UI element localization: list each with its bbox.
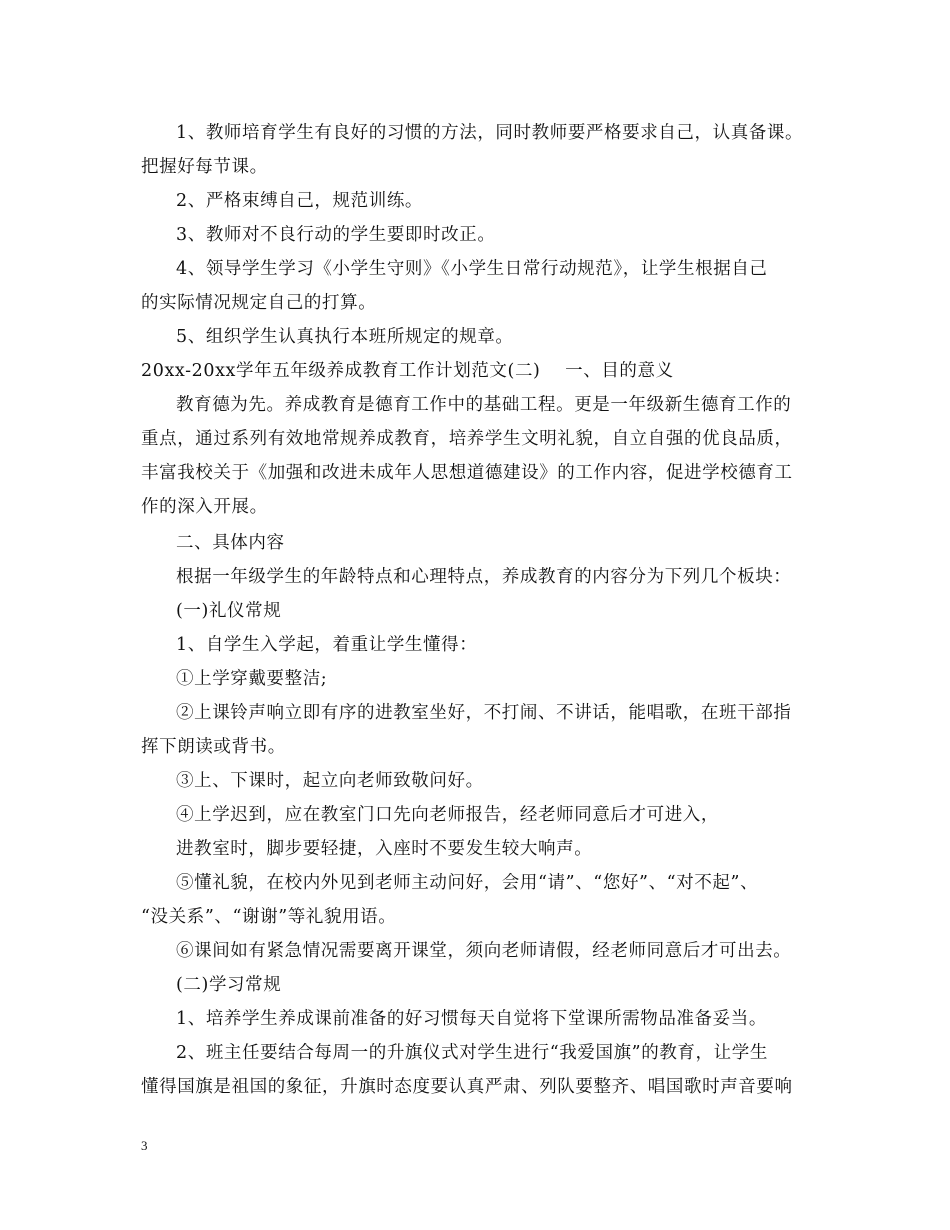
text-line: ②上课铃声响立即有序的进教室坐好，不打闹、不讲话，能唱歌，在班干部指 — [176, 703, 792, 723]
text-line: 3、教师对不良行动的学生要即时改正。 — [176, 225, 496, 245]
text-line: 根据一年级学生的年龄特点和心理特点，养成教育的内容分为下列几个板块： — [176, 567, 792, 587]
text-line: 2、班主任要结合每周一的升旗仪式对学生进行“我爱国旗”的教育，让学生 — [176, 1043, 768, 1063]
text-line: 2、严格束缚自己，规范训练。 — [176, 191, 424, 211]
text-line: 1、教师培育学生有良好的习惯的方法，同时教师要严格要求自己，认真备课。 — [176, 123, 804, 143]
text-line: ③上、下课时，起立向老师致敬问好。 — [176, 771, 484, 791]
text-line: 1、自学生入学起，着重让学生懂得： — [176, 635, 478, 655]
text-line: 的实际情况规定自己的打算。 — [141, 293, 377, 313]
section-heading: 二、具体内容 — [176, 533, 285, 553]
text-line: 把握好每节课。 — [141, 157, 268, 177]
text-line: 教育德为先。养成教育是德育工作中的基础工程。更是一年级新生德育工作的 — [176, 395, 792, 415]
text-line: 重点，通过系列有效地常规养成教育，培养学生文明礼貌，自立自强的优良品质， — [141, 429, 793, 449]
text-line: 挥下朗读或背书。 — [141, 737, 286, 757]
text-line: 1、培养学生养成课前准备的好习惯每天自觉将下堂课所需物品准备妥当。 — [176, 1009, 767, 1029]
text-line: 丰富我校关于《加强和改进未成年人思想道德建设》的工作内容，促进学校德育工 — [141, 463, 793, 483]
text-line: ⑤懂礼貌，在校内外见到老师主动问好，会用“请”、“您好”、“对不起”、 — [176, 873, 759, 893]
text-line: 5、组织学生认真执行本班所规定的规章。 — [176, 327, 514, 347]
text-line: ①上学穿戴要整洁; — [176, 669, 328, 689]
subsection-heading: (二)学习常规 — [176, 975, 282, 995]
section-heading: 20xx-20xx学年五年级养成教育工作计划范文(二) 一、目的意义 — [141, 361, 674, 381]
text-line: 懂得国旗是祖国的象征，升旗时态度要认真严肃、列队要整齐、唱国歌时声音要响 — [141, 1077, 793, 1097]
page-number: 3 — [141, 1138, 148, 1153]
text-line: 作的深入开展。 — [141, 497, 268, 517]
subsection-heading: (一)礼仪常规 — [176, 601, 282, 621]
text-line: ④上学迟到，应在教室门口先向老师报告，经老师同意后才可进入， — [176, 805, 719, 825]
text-line: “没关系”、“谢谢”等礼貌用语。 — [141, 907, 397, 927]
text-line: 进教室时，脚步要轻捷，入座时不要发生较大响声。 — [176, 839, 593, 859]
text-line: 4、领导学生学习《小学生守则》《小学生日常行动规范》，让学生根据自己 — [176, 259, 768, 279]
text-line: ⑥课间如有紧急情况需要离开课堂，须向老师请假，经老师同意后才可出去。 — [176, 941, 792, 961]
